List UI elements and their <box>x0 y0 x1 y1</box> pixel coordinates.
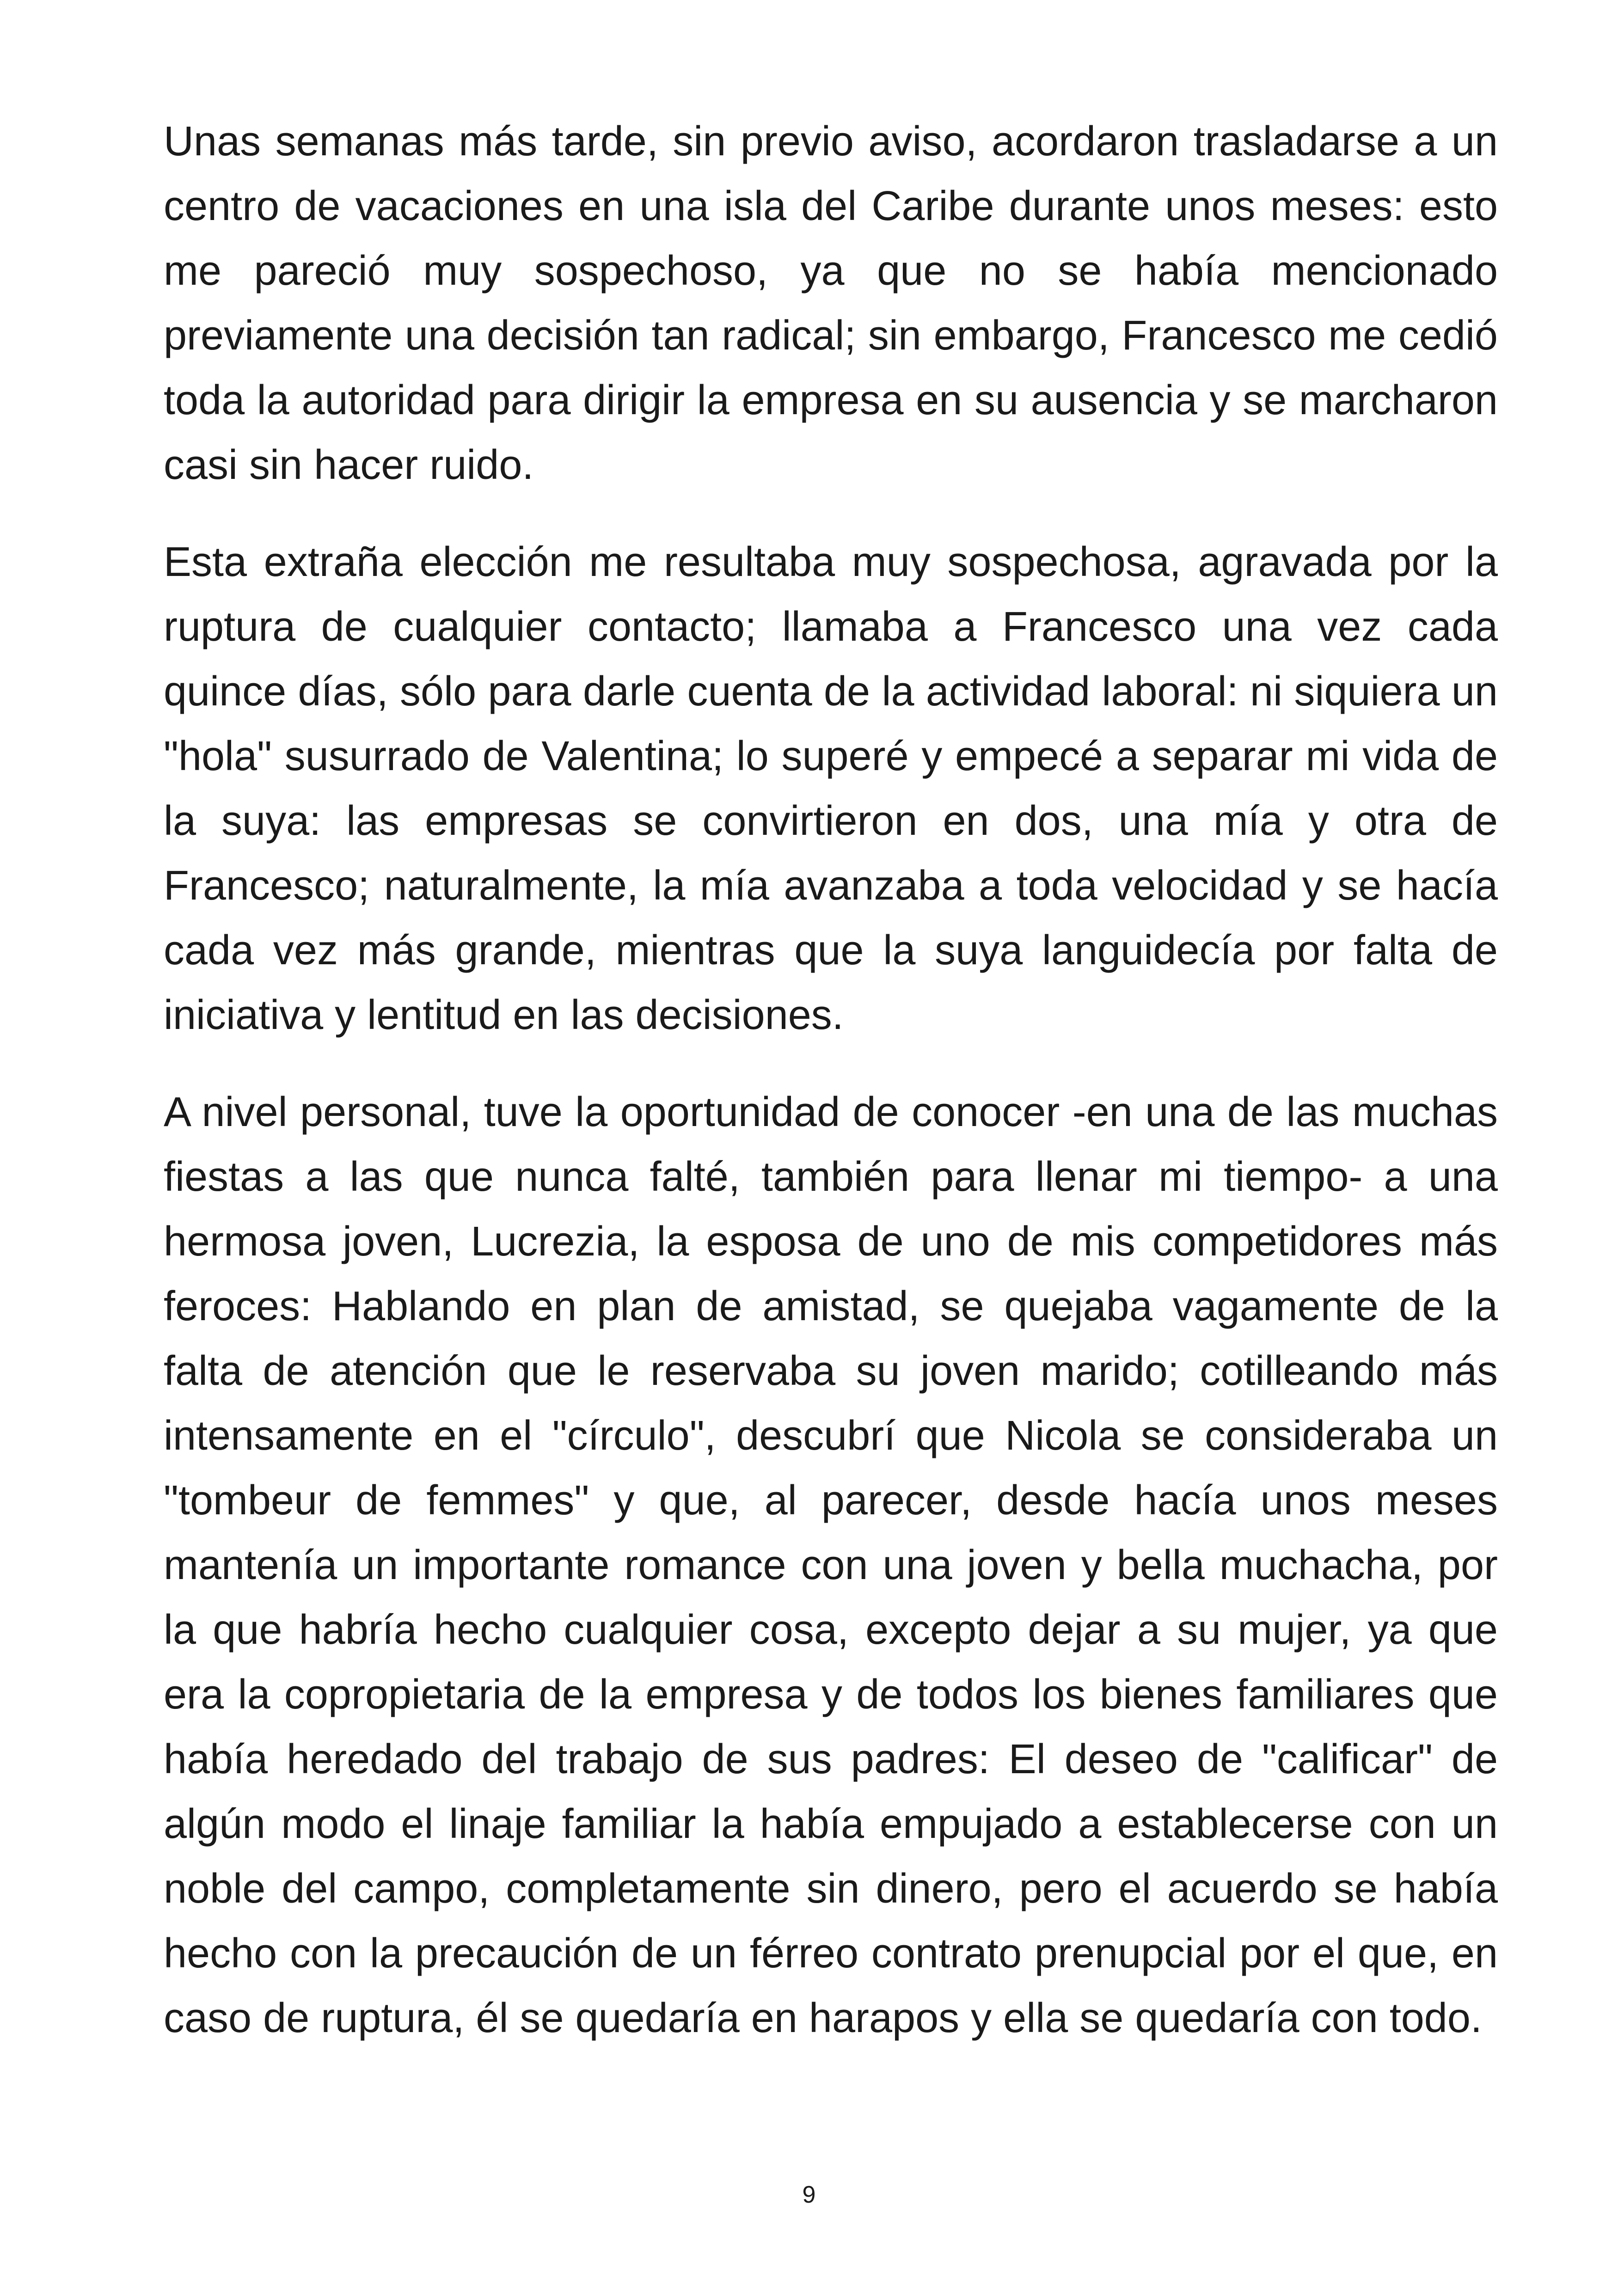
page-number: 9 <box>802 2181 816 2208</box>
paragraph-2: Esta extraña elección me resultaba muy sospechosa, agravada por la ruptura de cualquier contacto; llamaba a Francesco una vez cada quince días, sólo para darle cuenta de la actividad laboral: ni siquiera un "hola" susurrado de Valentina; lo superé y empecé a separar mi vida de la suya: las empresas se convirtieron en dos, una mía y otra de Francesco; naturalmente, la mía avanzaba a toda velocidad y se hacía cada vez más grande, mientras que la suya languidecía por falta de iniciativa y lentitud en las decisiones. <box>164 539 1498 1038</box>
paragraph-1: Unas semanas más tarde, sin previo aviso, acordaron trasladarse a un centro de vacaciones en una isla del Caribe durante unos meses: esto me pareció muy sospechoso, ya que no se había mencionado previamente una decisión tan radical; sin embargo, Francesco me cedió toda la autoridad para dirigir la empresa en su ausencia y se marcharon casi sin hacer ruido. <box>164 118 1498 488</box>
paragraph-3: A nivel personal, tuve la oportunidad de conocer -en una de las muchas fiestas a las que nunca falté, también para llenar mi tiempo- a una hermosa joven, Lucrezia, la esposa de uno de mis competidores más feroces: Hablando en plan de amistad, se quejaba vagamente de la falta de atención que le reservaba su joven marido; cotilleando más intensamente en el "círculo", descubrí que Nicola se consideraba un "tombeur de femmes" y que, al parecer, desde hacía unos meses mantenía un importante romance con una joven y bella muchacha, por la que habría hecho cualquier cosa, excepto dejar a su mujer, ya que era la copropietaria de la empresa y de todos los bienes familiares que había heredado del trabajo de sus padres: El deseo de "calificar" de algún modo el linaje familiar la había empujado a establecerse con un noble del campo, completamente sin dinero, pero el acuerdo se había hecho con la precaución de un férreo contrato prenupcial por el que, en caso de ruptura, él se quedaría en harapos y ella se quedaría con todo. <box>164 1089 1498 2041</box>
body-text <box>164 109 1498 2083</box>
